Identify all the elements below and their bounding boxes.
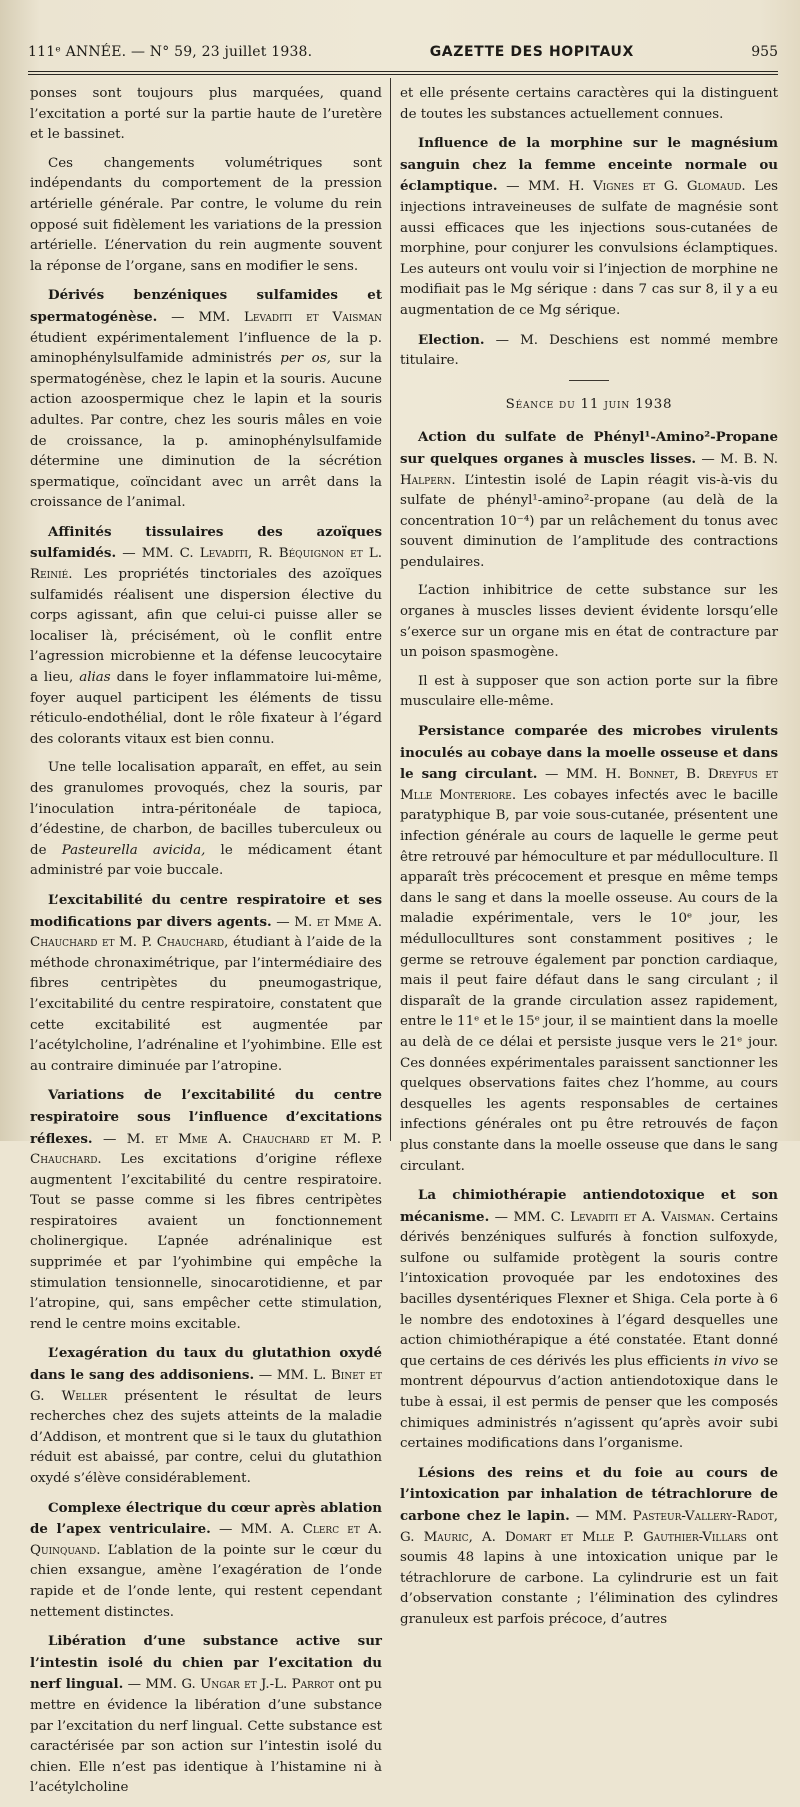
article-authors: MM. G. Ungar et J.-L. Parrot (145, 1677, 335, 1693)
article-morphine-magnesium: Influence de la morphine sur le magnésium sanguin chez la femme enceinte normale ou éclamptique. — MM. H. Vignes et G. Glomaud. Les injections intraveineuses de sulfate de magnésie sont aussi efficaces que les injections sous-cutanées de morphine, pour conjurer les convulsions éclamptiques. Les auteurs ont voulu voir si l’injection de morphine ne modifiait pas le Mg sérique : dans 7 cas sur 8, il y a eu augmentation de ce Mg sérique. (400, 135, 778, 318)
article-title: Affinités tissulaires des azoïques sulfamidés. (30, 523, 382, 562)
paragraph: et elle présente certains caractères qui la distinguent de toutes les substances actuellement connues. (400, 86, 778, 122)
left-column (30, 84, 382, 1807)
article-text: sur la spermatogénèse, chez le lapin et la souris. Aucune action azoospermique chez le lapin et la souris adultes. Par contre, chez les souris mâles en voie de croissance, la p. aminophénylsulfamide détermine une diminution de la sécrétion spermatique, coïncidant avec un arrêt dans la croissance de l’animal. (30, 351, 382, 511)
article-text: le médicament étant administré par voie buccale. (30, 842, 382, 879)
article-title: Lésions des reins et du foie au cours de l’intoxication par inhalation de tétrachlorure de carbone chez le lapin. (400, 1464, 778, 1524)
issue-info: 111ᵉ ANNÉE. — N° 59, 23 juillet 1938. (28, 44, 313, 60)
article-text: Les propriétés tinctoriales des azoïques sulfamidés réalisent une dispersion élective du corps agissant, afin que celui-ci puisse aller se localiser là, précisément, où le conflit entre l’agression microbienne et la défense leucocytaire a lieu, (30, 567, 383, 686)
article-title: Action du sulfate de Phényl¹-Amino²-Propane sur quelques organes à muscles lisses. (400, 429, 778, 467)
article-italic: per os, (280, 351, 331, 367)
article-text: étudiant à l’aide de la méthode chronaximétrique, par l’intermédiaire des fibres centripètes du pneumogastrique, l’excitabilité du centre respiratoire, constatent que cette excitabilité est augmentée par l’acétylcholine, l’adrénaline et l’yohimbine. Elle est au contraire diminuée par l’atropine. (30, 935, 382, 1074)
article-authors: MM. H. Vignes et G. Glomaud. (528, 179, 746, 195)
article-dérivés-benzeniques: Dérivés benzéniques sulfamides et spermatogénèse. — MM. Levaditi et Vaisman étudient expérimentalement l’influence de la p. aminophénylsulfamide administrés per os, sur la spermatogénèse, chez le lapin et la souris. Aucune action azoospermique chez le lapin et la souris adultes. Par contre, chez les souris mâles en voie de croissance, la p. aminophénylsulfamide détermine une diminution de la sécrétion spermatique, coïncidant avec un arrêt dans la croissance de l’animal. (30, 287, 382, 511)
column-divider (390, 78, 391, 1141)
article-persistance-microbes: Persistance comparée des microbes virulents inoculés au cobaye dans la moelle osseuse et dans le sang circulant. — MM. H. Bonnet, B. Dreyfus et Mlle Monteriore. Les cobayes infectés avec le bacille paratyphique B, par voie sous-cutanée, présentent une infection générale au cours de laquelle le germe peut être retrouvé par hémoculture et par médulloculture. Il apparaît très précocement et presque en même temps dans le sang et dans la moelle osseuse. Au cours de la maladie expérimentale, vers le 10ᵉ jour, les médulloculltures sont constamment positives ; le germe se retrouve également par ponction cardiaque, mais il peut faire défaut dans le sang circulant ; il disparaît de la grande circulation assez rapidement, entre le 11ᵉ et le 15ᵉ jour, il se maintient dans la moelle au delà de ce délai et persiste jusque vers le 21ᵉ jour. Ces données expérimentales paraissent sanctionner les quelques observations faites chez l’homme, au cours desquelles les agents responsables de certaines infections générales ont pu être retrouvés de façon plus constante dans la moelle osseuse que dans le sang circulant. (400, 723, 779, 1174)
article-text: Les cobayes infectés avec le bacille paratyphique B, par voie sous-cutanée, présentent une infection générale au cours de laquelle le germe peut être retrouvé par hémoculture et par médulloculture. Il apparaît très précocement et presque en même temps dans le sang et dans la moelle osseuse. Au cours de la maladie expérimentale, vers le 10ᵉ jour, les médulloculltures sont constamment positives ; le germe se retrouve également par ponction cardiaque, mais il peut faire défaut dans le sang circulant ; il disparaît de la grande circulation assez rapidement, entre le 11ᵉ et le 15ᵉ jour, il se maintient dans la moelle au delà de ce délai et persiste jusque vers le 21ᵉ jour. Ces données expérimentales paraissent sanctionner les quelques observations faites chez l’homme, au cours desquelles les agents responsables de certaines infections générales ont pu être retrouvés de façon plus constante dans la moelle osseuse que dans le sang circulant. (400, 787, 778, 1174)
article-title: La chimiothérapie antiendotoxique et son mécanisme. (400, 1187, 778, 1225)
article-text: ont soumis 48 lapins à une intoxication unique par le tétrachlorure de carbone. La cylindrurie est un fait d’observation constante ; l’élimination des cylindres granuleux est parfois précoce, d’autres (400, 1529, 778, 1627)
article-title: Election. (418, 331, 485, 348)
article-election: Election. — M. Deschiens est nommé membre titulaire. (400, 331, 778, 369)
article-text: Les injections intraveineuses de sulfate de magnésie sont aussi efficaces que les injections sous-cutanées de morphine, pour conjurer les convulsions éclamptiques. Les auteurs ont voulu voir si l’injection de morphine ne modifiait pas le Mg sérique : dans 7 cas sur 8, il y a eu augmentation de ce Mg sérique. (400, 179, 778, 318)
article-authors: MM. Levaditi et Vaisman (198, 309, 382, 325)
article-title: Influence de la morphine sur le magnésium sanguin chez la femme enceinte normale ou éclamptique. (400, 135, 778, 195)
article-italic: in vivo (713, 1353, 759, 1369)
article-affinites-tissulaires: Affinités tissulaires des azoïques sulfamidés. — MM. C. Levaditi, R. Béquignon et L. Reinié. Les propriétés tinctoriales des azoïques sulfamidés réalisent une dispersion élective du corps agissant, afin que celui-ci puisse aller se localiser là, précisément, où le conflit entre l’agression microbienne et la défense leucocytaire a lieu, alias dans le foyer inflammatoire lui-même, foyer auquel participent les éléments de tissu réticulo-endothélial, dont le rôle fixateur à l’égard des colorants vitaux est bien connu. (30, 523, 383, 747)
article-title: Variations de l’excitabilité du centre respiratoire sous l’influence d’excitations réflexes. (30, 1087, 382, 1147)
article-title: Libération d’une substance active sur l’intestin isolé du chien par l’excitation du nerf lingual. (30, 1633, 382, 1693)
section-divider (569, 380, 609, 381)
article-text: présentent le résultat de leurs recherches chez des sujets atteints de la maladie d’Addison, et montrent que si le taux du glutathion réduit est abaissé, par contre, celui du glutathion oxydé s’élève considérablement. (30, 1388, 382, 1486)
article-text: Une telle localisation apparaît, en effet, au sein des granulomes provoqués, chez la souris, par l’inoculation intra-péritonéale de tapioca, d’édestine, de charbon, de bacilles tuberculeux ou de (30, 760, 382, 858)
article-authors: M. et Mme A. Chauchard et M. P. Chauchard, (30, 914, 383, 951)
article-authors: MM. Pasteur-Vallery-Radot, G. Mauric, A. Domart et Mlle P. Gauthier-Villars (400, 1509, 779, 1545)
article-text: dans le foyer inflammatoire lui-même, foyer auquel participent les éléments de tissu réticulo-endothélial, dont le rôle fixateur à l’égard des colorants vitaux est bien connu. (30, 670, 382, 747)
page-number: 955 (751, 44, 778, 60)
article-italic: alias (79, 670, 111, 686)
article-authors: MM. L. Binet et G. Weller (30, 1368, 383, 1404)
article-variations-excitabilite: Variations de l’excitabilité du centre respiratoire sous l’influence d’excitations réflexes. — M. et Mme A. Chauchard et M. P. Chauchard. Les excitations d’origine réflexe augmentent l’excitabilité du centre respiratoire. Tout se passe comme si les fibres centripètes respiratoires avaient un fonctionnement cholinergique. L’apnée adrénalinique est supprimée et par l’yohimbine qui empêche la stimulation tensionnelle, sinocarotidienne, et par l’atropine, qui, sans empêcher cette stimulation, rend le centre moins excitable. (30, 1087, 383, 1332)
article-authors: MM. C. Levaditi, R. Béquignon et L. Reinié. (30, 546, 382, 583)
article-text: étudient expérimentalement l’influence de la p. aminophénylsulfamide administrés (30, 330, 382, 367)
article-lesions-reins-foie: Lésions des reins et du foie au cours de l’intoxication par inhalation de tétrachlorure de carbone chez le lapin. — MM. Pasteur-Vallery-Radot, G. Mauric, A. Domart et Mlle P. Gauthier-Villars ont soumis 48 lapins à une intoxication unique par le tétrachlorure de carbone. La cylindrurie est un fait d’observation constante ; l’élimination des cylindres granuleux est parfois précoce, d’autres (400, 1464, 779, 1627)
article-title: L’excitabilité du centre respiratoire et ses modifications par divers agents. (30, 891, 382, 930)
paragraph: ponses sont toujours plus marquées, quand l’excitation a porté sur la partie haute de l’uretère et le bassinet. (30, 86, 382, 143)
article-chimiotherapie: La chimiothérapie antiendotoxique et son mécanisme. — MM. C. Levaditi et A. Vaisman. Certains dérivés benzéniques sulfurés à fonction sulfoxyde, sulfone ou sulfamide protègent la souris contre l’intoxication provoquée par les endotoxines des bacilles dysentériques Flexner et Shiga. Cela porte à 6 le nombre des endotoxines à l’égard desquelles une action chimiothérapique a été constatée. Etant donné que certains de ces dérivés les plus efficients in vivo se montrent dépourvus d’action antiendotoxique dans le tube à essai, il est permis de penser que les composés chimiques administrés n’agissent qu’après avoir subi certaines modifications dans l’organisme. (400, 1187, 779, 1452)
article-authors: MM. C. Levaditi et A. Vaisman. (513, 1209, 715, 1225)
article-phenyl-amino-propane: Action du sulfate de Phényl¹-Amino²-Propane sur quelques organes à muscles lisses. — M. B. N. Halpern. L’intestin isolé de Lapin réagit vis-à-vis du sulfate de phényl¹-amino²-propane (au delà de la concentration 10⁻⁴) par un relâchement du tonus avec souvent diminution de l’amplitude des contractions pendulaires. (400, 429, 778, 570)
paragraph: Ces changements volumétriques sont indépendants du comportement de la pression artérielle générale. Par contre, le volume du rein opposé suit fidèlement les variations de la pression artérielle. L’énervation du rein augmente souvent la réponse de l’organe, sans en modifier le sens. (30, 155, 382, 274)
header-rule (28, 71, 778, 72)
article-excitabilite-centre: L’excitabilité du centre respiratoire et ses modifications par divers agents. — M. et Mme A. Chauchard et M. P. Chauchard, étudiant à l’aide de la méthode chronaximétrique, par l’intermédiaire des fibres centripètes du pneumogastrique, l’excitabilité du centre respiratoire, constatent que cette excitabilité est augmentée par l’acétylcholine, l’adrénaline et l’yohimbine. Elle est au contraire diminuée par l’atropine. (30, 891, 383, 1074)
article-text: Les excitations d’origine réflexe augmentent l’excitabilité du centre respiratoire. Tout se passe comme si les fibres centripètes respiratoires avaient un fonctionnement cholinergique. L’apnée adrénalinique est supprimée et par l’yohimbine qui empêche la stimulation tensionnelle, sinocarotidienne, et par l’atropine, qui, sans empêcher cette stimulation, rend le centre moins excitable. (30, 1152, 382, 1332)
article-text: ont pu mettre en évidence la libération d’une substance par l’excitation du nerf lingual. Cette substance est caractérisée par son action sur l’intestin isolé du chien. Elle n’est pas identique à l’histamine ni à l’acétylcholine (30, 1677, 382, 1796)
article-text: Certains dérivés benzéniques sulfurés à fonction sulfoxyde, sulfone ou sulfamide protègent la souris contre l’intoxication provoquée par les endotoxines des bacilles dysentériques Flexner et Shiga. Cela porte à 6 le nombre des endotoxines à l’égard desquelles une action chimiothérapique a été constatée. Etant donné que certains de ces dérivés les plus efficients (400, 1209, 779, 1369)
journal-title: GAZETTE DES HOPITAUX (429, 44, 634, 60)
article-title: Complexe électrique du cœur après ablation de l’apex ventriculaire. (30, 1499, 382, 1538)
article-text: se montrent dépourvus d’action antiendotoxique dans le tube à essai, il est permis de penser que les composés chimiques administrés n’agissent qu’après avoir subi certaines modifications dans l’organisme. (400, 1353, 779, 1452)
article-authors: M. et Mme A. Chauchard et M. P. Chauchard. (30, 1131, 383, 1168)
session-heading: Séance du 11 juin 1938 (505, 396, 673, 412)
header-rule-double (28, 74, 778, 75)
paragraph: Il est à supposer que son action porte sur la fibre musculaire elle-même. (400, 673, 778, 710)
article-authors: MM. H. Bonnet, B. Dreyfus et Mlle Monteriore. (400, 767, 779, 803)
article-title: Dérivés benzéniques sulfamides et spermatogénèse. (30, 287, 382, 325)
article-title: L’exagération du taux du glutathion oxydé dans le sang des addisoniens. (30, 1345, 382, 1384)
paragraph: L’action inhibitrice de cette substance sur les organes à muscles lisses devient évidente lorsqu’elle s’exerce sur un organe mis en état de contracture par un poison spasmogène. (400, 583, 778, 661)
article-liberation-substance: Libération d’une substance active sur l’intestin isolé du chien par l’excitation du nerf lingual. — MM. G. Ungar et J.-L. Parrot ont pu mettre en évidence la libération d’une substance par l’excitation du nerf lingual. Cette substance est caractérisée par son action sur l’intestin isolé du chien. Elle n’est pas identique à l’histamine ni à l’acétylcholine (30, 1633, 382, 1796)
article-text: M. Deschiens est nommé membre titulaire. (400, 332, 778, 369)
paragraph (30, 758, 382, 882)
article-authors: M. B. N. Halpern. (400, 451, 778, 488)
right-column (400, 84, 778, 1639)
article-title: Persistance comparée des microbes virulents inoculés au cobaye dans la moelle osseuse et dans le sang circulant. (400, 723, 778, 783)
article-glutathion: L’exagération du taux du glutathion oxydé dans le sang des addisoniens. — MM. L. Binet et G. Weller présentent le résultat de leurs recherches chez des sujets atteints de la maladie d’Addison, et montrent que si le taux du glutathion réduit est abaissé, par contre, celui du glutathion oxydé s’élève considérablement. (30, 1345, 383, 1486)
article-authors: MM. A. Clerc et A. Quinquand. (30, 1522, 383, 1558)
article-text: L’ablation de la pointe sur le cœur du chien exsangue, amène l’exagération de l’onde rapide et de l’onde lente, qui restent cependant nettement distinctes. (30, 1542, 382, 1620)
article-complexe-electrique: Complexe électrique du cœur après ablation de l’apex ventriculaire. — MM. A. Clerc et A. Quinquand. L’ablation de la pointe sur le cœur du chien exsangue, amène l’exagération de l’onde rapide et de l’onde lente, qui restent cependant nettement distinctes. (30, 1499, 383, 1620)
article-italic: Pasteurella avicida, (61, 842, 206, 858)
page-header (28, 44, 778, 70)
article-text: L’intestin isolé de Lapin réagit vis-à-vis du sulfate de phényl¹-amino²-propane (au delà de la concentration 10⁻⁴) par un relâchement du tonus avec souvent diminution de l’amplitude des contractions pendulaires. (400, 472, 778, 570)
